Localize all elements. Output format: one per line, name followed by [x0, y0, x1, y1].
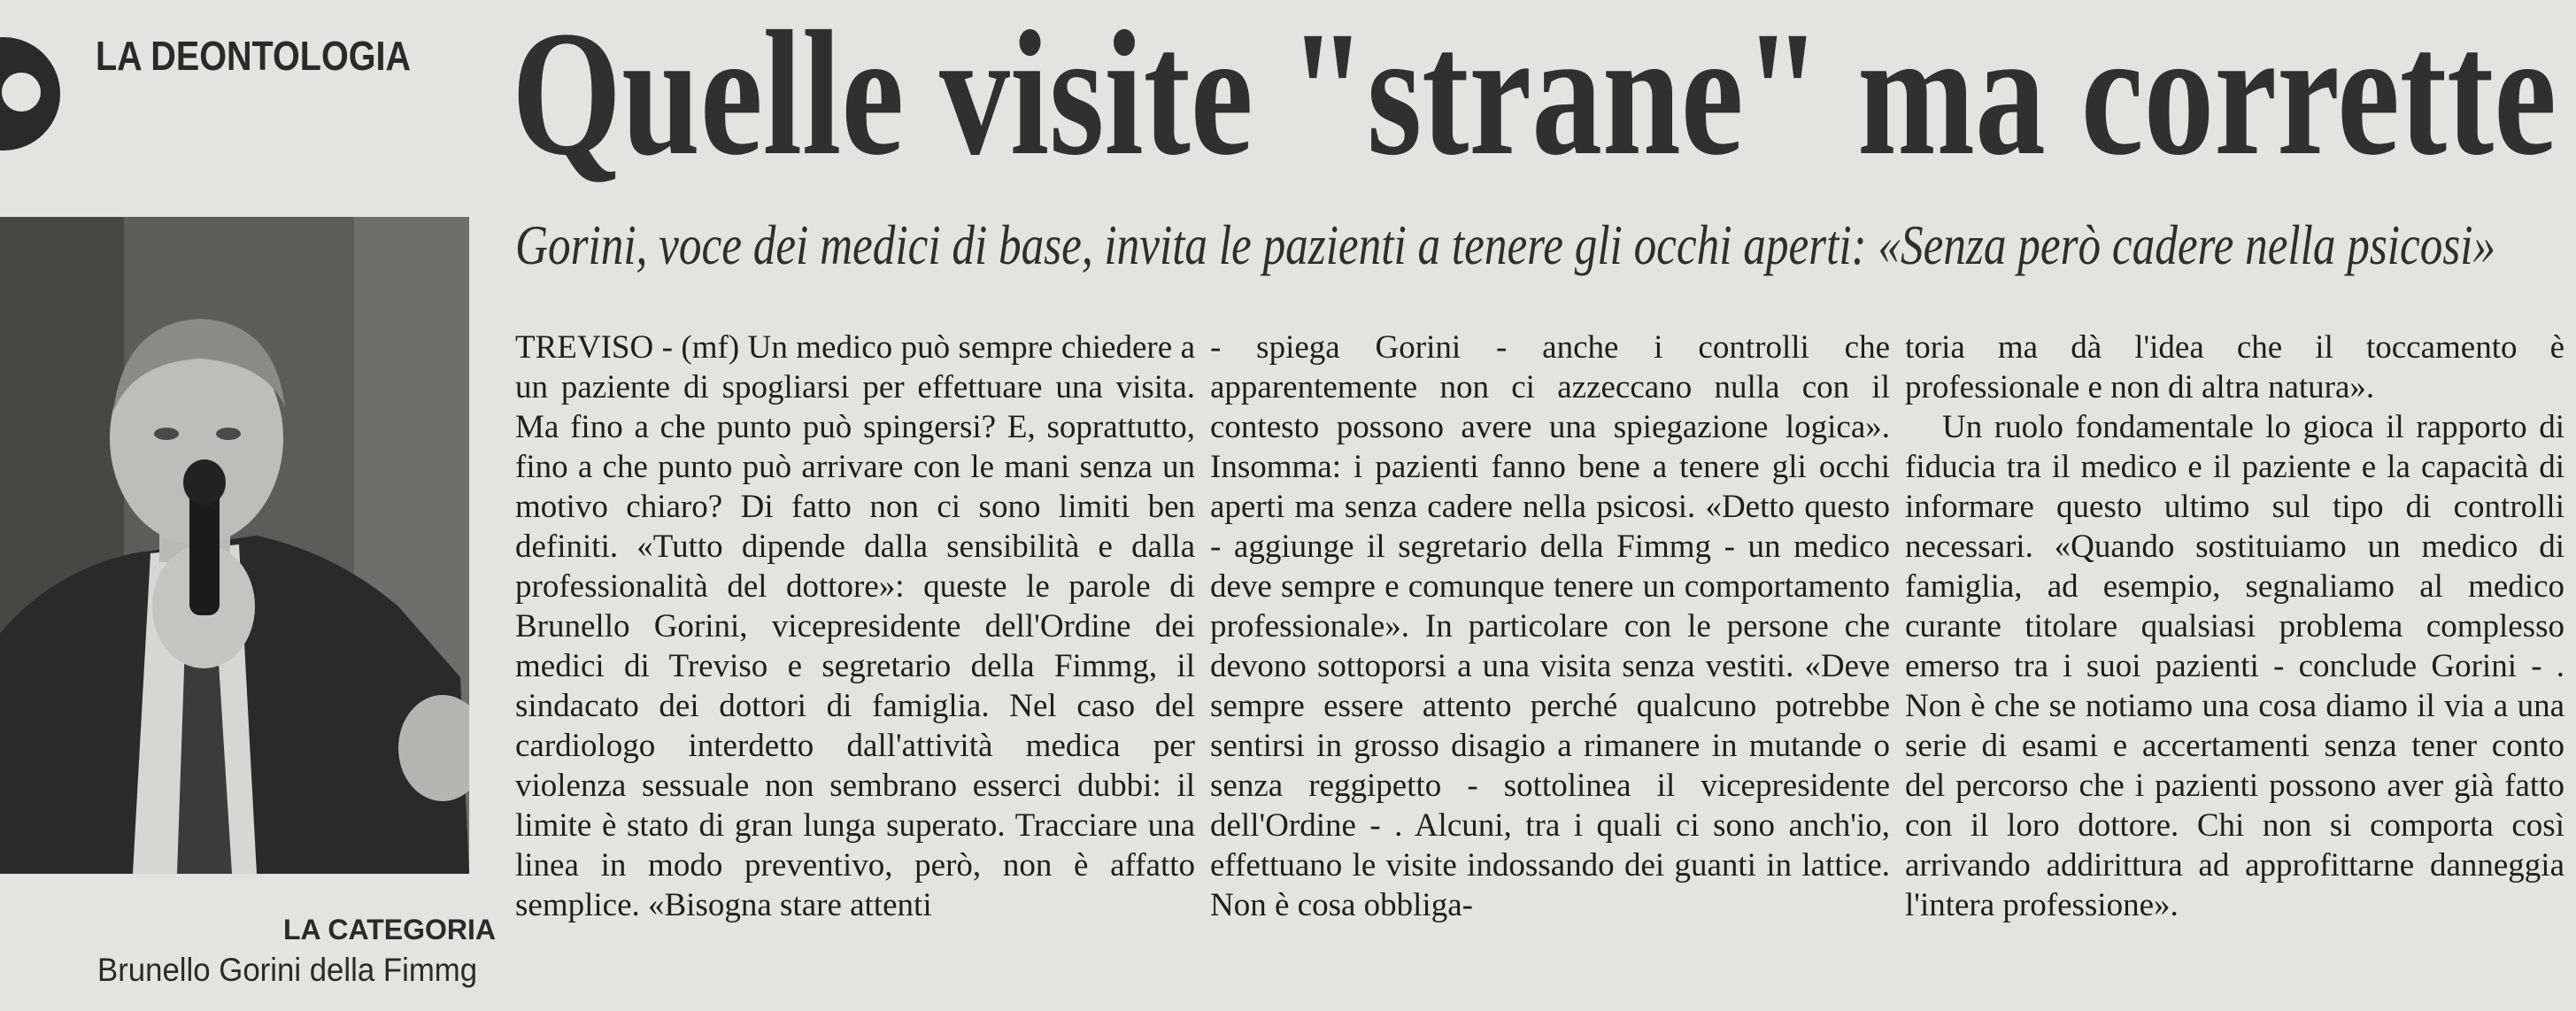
paragraph: - spiega Gorini - anche i controlli che apparentemente non ci azzeccano nulla con il contesto possono avere una spiegazione logica». Insomma: i pazienti fanno bene a tenere gli occhi aperti ma senza cadere nella psicosi. «Detto questo - aggiunge il segretario della Fimmg - un medico deve sempre e comunque tenere un comportamento professionale». In particolare con le persone che devono sottoporsi a una visita senza vestiti. «Deve sempre essere attento perché qualcuno potrebbe sentirsi in grosso disagio a rimanere in mutande o senza reggipetto - sottolinea il vicepresidente dell'Ordine - . Alcuni, tra i quali ci sono anch'io, effettuano le visite indossando dei guanti in lattice. Non è cosa obbliga- [1210, 329, 1890, 923]
article-column-1 [515, 328, 1195, 925]
headline: Quelle visite "strane" ma corrette [512, 0, 2557, 192]
caption-text: Brunello Gorini della Fimmg [97, 952, 478, 988]
subheadline: Gorini, voce dei medici di base, invita le pazienti a tenere gli occhi aperti: «Senza però cadere nella psicosi» [515, 213, 2496, 276]
paragraph: toria ma dà l'idea che il toccamento è professionale e non di altra natura». [1905, 329, 2564, 405]
paragraph: Un ruolo fondamentale lo gioca il rapporto di fiducia tra il medico e il paziente e la capacità di informare questo ultimo sul tipo di controlli necessari. «Quando sostituiamo un medico di famiglia, ad esempio, segnaliamo al medico curante titolare qualsiasi problema complesso emerso tra i suoi pazienti - conclude Gorini - . Non è che se notiamo una cosa diamo il via a una serie di esami e accertamenti senza tener conto del percorso che i pazienti possono aver già fatto con il loro dottore. Chi non si comporta così arrivando addirittura ad approfittarne danneggia l'intera professione». [1905, 409, 2564, 923]
article-column-3 [1905, 328, 2564, 925]
portrait-photo [0, 217, 469, 874]
section-logo-icon [0, 37, 60, 150]
portrait-illustration [0, 217, 469, 874]
paragraph: TREVISO - (mf) Un medico può sempre chiedere a un paziente di spogliarsi per effettuare una visita. Ma fino a che punto può spingersi? E, soprattutto, fino a che punto può arrivare con le mani senza un motivo chiaro? Di fatto non ci sono limiti ben definiti. «Tutto dipende dalla sensibilità e dalla professionalità del dottore»: queste le parole di Brunello Gorini, vicepresidente dell'Ordine dei medici di Treviso e segretario della Fimmg, il sindacato dei dottori di famiglia. Nel caso del cardiologo interdetto dall'attività medica per violenza sessuale non sembrano esserci dubbi: il limite è stato di gran lunga superato. Tracciare una linea in modo preventivo, però, non è affatto semplice. «Bisogna stare attenti [515, 329, 1195, 923]
article-column-2 [1210, 328, 1890, 925]
caption-label: LA CATEGORIA [283, 914, 496, 945]
section-label: LA DEONTOLOGIA [96, 33, 412, 79]
